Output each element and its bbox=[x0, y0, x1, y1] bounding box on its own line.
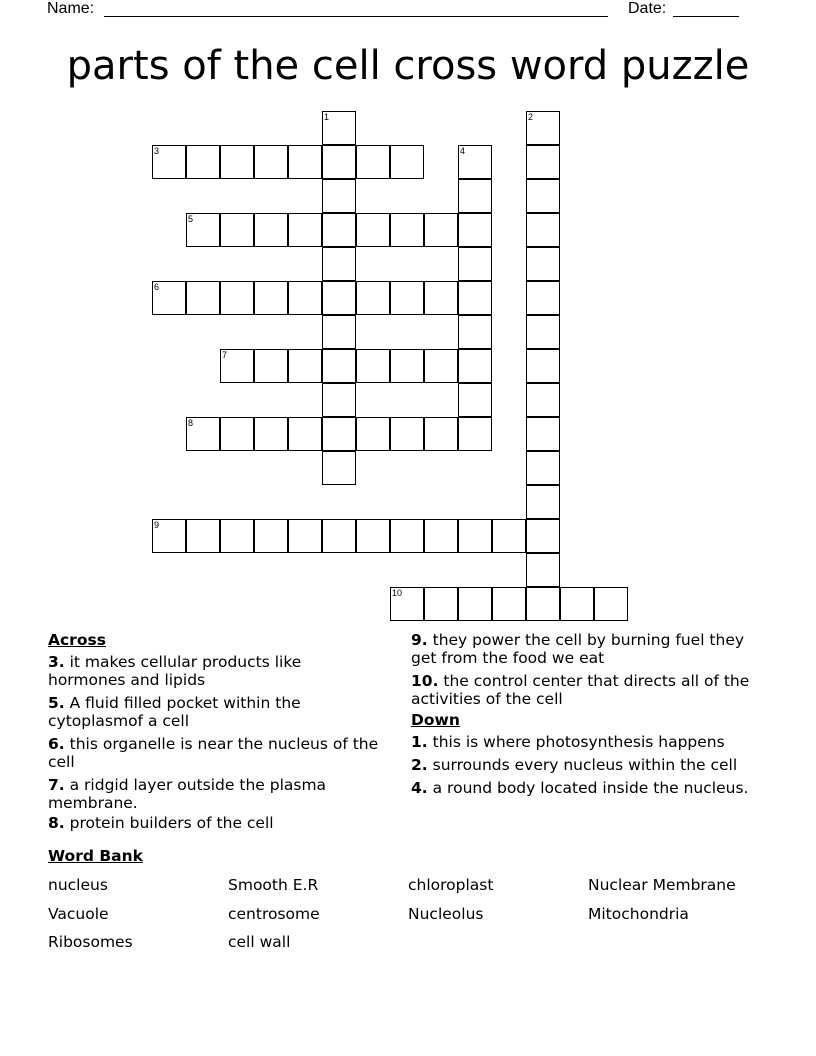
clue-down-4 bbox=[411, 779, 761, 797]
word-bank-title: Word Bank bbox=[48, 847, 143, 865]
grid-cell[interactable] bbox=[356, 281, 390, 315]
grid-cell[interactable] bbox=[526, 417, 560, 451]
grid-cell[interactable] bbox=[254, 145, 288, 179]
grid-cell[interactable] bbox=[526, 247, 560, 281]
grid-cell[interactable] bbox=[322, 179, 356, 213]
grid-cell[interactable] bbox=[390, 213, 424, 247]
cell-number: 8 bbox=[188, 418, 194, 428]
grid-cell[interactable] bbox=[390, 145, 424, 179]
cell-number: 9 bbox=[154, 520, 160, 530]
grid-cell[interactable] bbox=[322, 213, 356, 247]
grid-cell[interactable] bbox=[254, 349, 288, 383]
clue-across-5 bbox=[48, 694, 383, 730]
grid-cell[interactable] bbox=[424, 349, 458, 383]
across-heading: Across bbox=[48, 631, 106, 649]
clue-text: A fluid filled pocket within the cytoplasmof a cell bbox=[48, 694, 301, 730]
clue-text: the control center that directs all of the activities of the cell bbox=[411, 672, 750, 708]
clue-text: this is where photosynthesis happens bbox=[432, 733, 725, 751]
grid-cell[interactable] bbox=[390, 417, 424, 451]
grid-cell[interactable] bbox=[186, 519, 220, 553]
clue-across-9 bbox=[411, 631, 761, 667]
word-bank-item: Mitochondria bbox=[588, 905, 689, 923]
grid-cell[interactable] bbox=[390, 519, 424, 553]
clue-across-3 bbox=[48, 653, 383, 689]
grid-cell[interactable] bbox=[322, 247, 356, 281]
cell-number: 1 bbox=[324, 112, 330, 122]
grid-cell[interactable] bbox=[322, 451, 356, 485]
clue-number: 10. bbox=[411, 672, 439, 690]
grid-cell[interactable] bbox=[526, 179, 560, 213]
grid-cell[interactable] bbox=[220, 349, 254, 383]
grid-cell[interactable] bbox=[458, 145, 492, 179]
grid-cell[interactable] bbox=[526, 553, 560, 587]
clue-text: surrounds every nucleus within the cell bbox=[432, 756, 738, 774]
grid-cell[interactable] bbox=[356, 417, 390, 451]
clues-right-column bbox=[411, 631, 761, 802]
grid-cell[interactable] bbox=[356, 349, 390, 383]
grid-cell[interactable] bbox=[322, 145, 356, 179]
page-title: parts of the cell cross word puzzle bbox=[66, 43, 750, 89]
grid-cell[interactable] bbox=[526, 145, 560, 179]
grid-cell[interactable] bbox=[526, 213, 560, 247]
grid-cell[interactable] bbox=[492, 587, 526, 621]
grid-cell[interactable] bbox=[322, 349, 356, 383]
grid-cell[interactable] bbox=[458, 349, 492, 383]
word-bank-item: cell wall bbox=[228, 933, 291, 951]
word-bank-item: chloroplast bbox=[408, 876, 494, 894]
clue-text: they power the cell by burning fuel they get from the food we eat bbox=[411, 631, 745, 667]
grid-cell[interactable] bbox=[220, 145, 254, 179]
word-bank-item: Nuclear Membrane bbox=[588, 876, 736, 894]
word-bank-item: Nucleolus bbox=[408, 905, 484, 923]
grid-cell[interactable] bbox=[322, 315, 356, 349]
grid-cell[interactable] bbox=[390, 281, 424, 315]
grid-cell[interactable] bbox=[526, 281, 560, 315]
grid-cell[interactable] bbox=[220, 519, 254, 553]
clue-number: 7. bbox=[48, 776, 65, 794]
grid-cell[interactable] bbox=[288, 417, 322, 451]
grid-cell[interactable] bbox=[492, 519, 526, 553]
cell-number: 5 bbox=[188, 214, 194, 224]
grid-cell[interactable] bbox=[220, 213, 254, 247]
clue-text: protein builders of the cell bbox=[69, 814, 274, 832]
grid-cell[interactable] bbox=[390, 587, 424, 621]
grid-cell[interactable] bbox=[424, 587, 458, 621]
grid-cell[interactable] bbox=[288, 349, 322, 383]
clue-across-6 bbox=[48, 735, 383, 771]
cell-number: 4 bbox=[460, 146, 466, 156]
word-bank-item: Ribosomes bbox=[48, 933, 133, 951]
clue-down-2 bbox=[411, 756, 761, 774]
word-bank-item: nucleus bbox=[48, 876, 108, 894]
grid-cell[interactable] bbox=[526, 587, 560, 621]
grid-cell[interactable] bbox=[322, 519, 356, 553]
grid-cell[interactable] bbox=[152, 145, 186, 179]
grid-cell[interactable] bbox=[458, 519, 492, 553]
grid-cell[interactable] bbox=[288, 145, 322, 179]
grid-cell[interactable] bbox=[458, 587, 492, 621]
clue-number: 9. bbox=[411, 631, 428, 649]
grid-cell[interactable] bbox=[594, 587, 628, 621]
grid-cell[interactable] bbox=[356, 145, 390, 179]
grid-cell[interactable] bbox=[526, 383, 560, 417]
clue-across-10 bbox=[411, 672, 761, 708]
clue-number: 6. bbox=[48, 735, 65, 753]
clue-number: 2. bbox=[411, 756, 428, 774]
grid-cell[interactable] bbox=[254, 213, 288, 247]
clue-text: it makes cellular products like hormones and lipids bbox=[48, 653, 302, 689]
grid-cell[interactable] bbox=[220, 417, 254, 451]
cell-number: 6 bbox=[154, 282, 160, 292]
clue-down-1 bbox=[411, 733, 761, 751]
cell-number: 2 bbox=[528, 112, 534, 122]
grid-cell[interactable] bbox=[526, 485, 560, 519]
clue-number: 5. bbox=[48, 694, 65, 712]
clues-left-column bbox=[48, 631, 383, 837]
grid-cell[interactable] bbox=[254, 519, 288, 553]
date-label: Date: bbox=[628, 0, 667, 17]
grid-cell[interactable] bbox=[424, 417, 458, 451]
grid-cell[interactable] bbox=[424, 519, 458, 553]
grid-cell[interactable] bbox=[288, 281, 322, 315]
grid-cell[interactable] bbox=[186, 417, 220, 451]
word-bank-item: centrosome bbox=[228, 905, 320, 923]
grid-cell[interactable] bbox=[152, 281, 186, 315]
grid-cell[interactable] bbox=[322, 383, 356, 417]
grid-cell[interactable] bbox=[424, 213, 458, 247]
grid-cell[interactable] bbox=[458, 247, 492, 281]
grid-cell[interactable] bbox=[356, 519, 390, 553]
grid-cell[interactable] bbox=[458, 213, 492, 247]
grid-cell[interactable] bbox=[186, 281, 220, 315]
cell-number: 3 bbox=[154, 146, 160, 156]
grid-cell[interactable] bbox=[526, 315, 560, 349]
grid-cell[interactable] bbox=[186, 145, 220, 179]
word-bank-item: Vacuole bbox=[48, 905, 109, 923]
grid-cell[interactable] bbox=[390, 349, 424, 383]
grid-cell[interactable] bbox=[458, 383, 492, 417]
clue-text: this organelle is near the nucleus of the cell bbox=[48, 735, 379, 771]
grid-cell[interactable] bbox=[322, 281, 356, 315]
word-bank-item: Smooth E.R bbox=[228, 876, 319, 894]
grid-cell[interactable] bbox=[288, 213, 322, 247]
grid-cell[interactable] bbox=[526, 519, 560, 553]
grid-cell[interactable] bbox=[526, 111, 560, 145]
grid-cell[interactable] bbox=[220, 281, 254, 315]
clue-number: 4. bbox=[411, 779, 428, 797]
grid-cell[interactable] bbox=[356, 213, 390, 247]
grid-cell[interactable] bbox=[458, 281, 492, 315]
clue-text: a round body located inside the nucleus. bbox=[432, 779, 749, 797]
grid-cell[interactable] bbox=[152, 519, 186, 553]
grid-cell[interactable] bbox=[458, 417, 492, 451]
grid-cell[interactable] bbox=[526, 451, 560, 485]
clue-text: a ridgid layer outside the plasma membrane. bbox=[48, 776, 327, 812]
grid-cell[interactable] bbox=[254, 281, 288, 315]
grid-cell[interactable] bbox=[322, 111, 356, 145]
grid-cell[interactable] bbox=[288, 519, 322, 553]
grid-cell[interactable] bbox=[458, 179, 492, 213]
clue-number: 3. bbox=[48, 653, 65, 671]
clue-number: 8. bbox=[48, 814, 65, 832]
clue-number: 1. bbox=[411, 733, 428, 751]
grid-cell[interactable] bbox=[254, 417, 288, 451]
grid-cell[interactable] bbox=[458, 315, 492, 349]
cell-number: 10 bbox=[392, 588, 403, 598]
grid-cell[interactable] bbox=[560, 587, 594, 621]
grid-cell[interactable] bbox=[424, 281, 458, 315]
clue-across-8 bbox=[48, 814, 383, 832]
clue-across-7 bbox=[48, 776, 383, 812]
grid-cell[interactable] bbox=[322, 417, 356, 451]
down-heading: Down bbox=[411, 711, 460, 729]
grid-cell[interactable] bbox=[186, 213, 220, 247]
name-label: Name: bbox=[47, 0, 95, 17]
grid-cell[interactable] bbox=[526, 349, 560, 383]
cell-number: 7 bbox=[222, 350, 228, 360]
